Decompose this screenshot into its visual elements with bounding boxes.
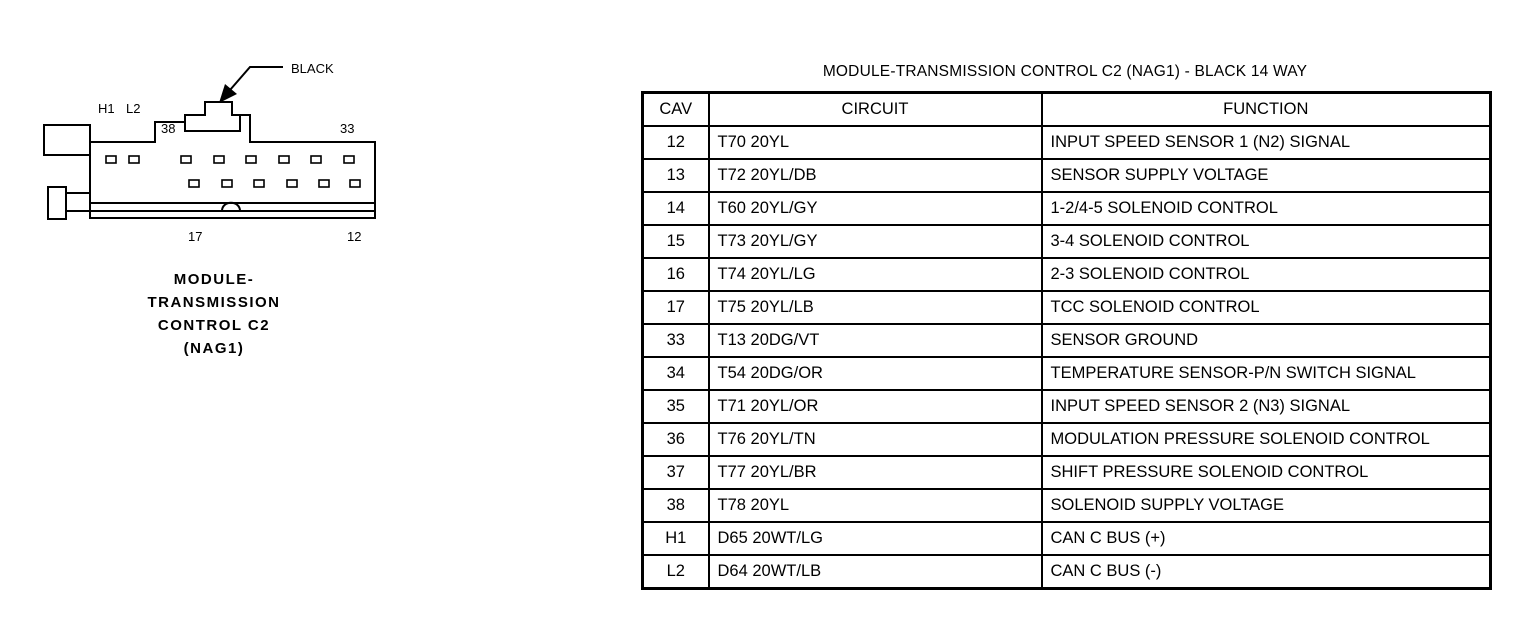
cavity	[344, 156, 354, 163]
table-row	[643, 522, 1491, 555]
color-label: BLACK	[291, 61, 334, 76]
pin-label-h1: H1	[98, 101, 115, 116]
cell-function: SOLENOID SUPPLY VOLTAGE	[1042, 489, 1491, 522]
connector-key	[185, 115, 240, 131]
cell-circuit: T54 20DG/OR	[709, 357, 1042, 390]
pin-label-38: 38	[161, 121, 176, 136]
cavity	[181, 156, 191, 163]
cell-circuit: D65 20WT/LG	[709, 522, 1042, 555]
cell-function: TCC SOLENOID CONTROL	[1042, 291, 1491, 324]
pin-label-33: 33	[340, 121, 355, 136]
cavity	[319, 180, 329, 187]
cavity	[214, 156, 224, 163]
pin-label-17: 17	[188, 229, 203, 244]
cavity	[189, 180, 199, 187]
cavity	[287, 180, 297, 187]
cell-circuit: T76 20YL/TN	[709, 423, 1042, 456]
table-row	[643, 159, 1491, 192]
cell-circuit: D64 20WT/LB	[709, 555, 1042, 589]
table-row	[643, 225, 1491, 258]
caption-line: MODULE-	[173, 271, 255, 288]
connector-body	[90, 102, 375, 218]
table-header-row	[643, 93, 1491, 127]
cavity	[106, 156, 116, 163]
cavity	[246, 156, 256, 163]
table-row	[643, 192, 1491, 225]
connector-outline	[44, 67, 375, 219]
table-row	[643, 291, 1491, 324]
cell-cav: 17	[643, 291, 709, 324]
latch-tab	[44, 125, 90, 155]
cell-cav: 12	[643, 126, 709, 159]
cell-function: TEMPERATURE SENSOR-P/N SWITCH SIGNAL	[1042, 357, 1491, 390]
cavity	[254, 180, 264, 187]
cell-function: INPUT SPEED SENSOR 1 (N2) SIGNAL	[1042, 126, 1491, 159]
arrow-head	[219, 84, 237, 103]
table-row	[643, 456, 1491, 489]
cell-function: 1-2/4-5 SOLENOID CONTROL	[1042, 192, 1491, 225]
table-row	[643, 390, 1491, 423]
header-cav: CAV	[643, 93, 709, 127]
cell-cav: L2	[643, 555, 709, 589]
table-row	[643, 258, 1491, 291]
cavity-row-top	[106, 156, 354, 163]
cell-function: SENSOR SUPPLY VOLTAGE	[1042, 159, 1491, 192]
cell-function: SENSOR GROUND	[1042, 324, 1491, 357]
arrow-leader	[230, 67, 283, 90]
cell-cav: 35	[643, 390, 709, 423]
cell-function: CAN C BUS (+)	[1042, 522, 1491, 555]
table-row	[643, 126, 1491, 159]
table-row	[643, 489, 1491, 522]
pin-label-12: 12	[347, 229, 362, 244]
cell-cav: 15	[643, 225, 709, 258]
cavity	[350, 180, 360, 187]
cell-circuit: T77 20YL/BR	[709, 456, 1042, 489]
cell-cav: 33	[643, 324, 709, 357]
cell-function: INPUT SPEED SENSOR 2 (N3) SIGNAL	[1042, 390, 1491, 423]
cell-function: CAN C BUS (-)	[1042, 555, 1491, 589]
cell-circuit: T72 20YL/DB	[709, 159, 1042, 192]
cavity	[279, 156, 289, 163]
pinout-table	[641, 91, 1492, 590]
cell-function: 3-4 SOLENOID CONTROL	[1042, 225, 1491, 258]
header-circuit: CIRCUIT	[709, 93, 1042, 127]
cell-circuit: T74 20YL/LG	[709, 258, 1042, 291]
cell-cav: 14	[643, 192, 709, 225]
cavity-row-bottom	[189, 180, 360, 187]
cell-circuit: T75 20YL/LB	[709, 291, 1042, 324]
pin-label-l2: L2	[126, 101, 141, 116]
cell-circuit: T13 20DG/VT	[709, 324, 1042, 357]
cell-circuit: T71 20YL/OR	[709, 390, 1042, 423]
cavity	[311, 156, 321, 163]
cell-cav: 37	[643, 456, 709, 489]
cavity	[222, 180, 232, 187]
side-clip-link	[66, 193, 90, 211]
caption-line: (NAG1)	[183, 340, 245, 357]
table-row	[643, 324, 1491, 357]
cell-cav: H1	[643, 522, 709, 555]
bottom-rail	[90, 203, 375, 211]
caption-line: TRANSMISSION	[147, 294, 281, 311]
connector-caption	[104, 268, 324, 360]
cell-cav: 16	[643, 258, 709, 291]
cell-function: MODULATION PRESSURE SOLENOID CONTROL	[1042, 423, 1491, 456]
caption-line: CONTROL C2	[157, 317, 271, 334]
connector-diagram	[0, 0, 600, 628]
table-body	[643, 126, 1491, 589]
cell-cav: 36	[643, 423, 709, 456]
cell-circuit: T60 20YL/GY	[709, 192, 1042, 225]
table-row	[643, 357, 1491, 390]
cell-function: 2-3 SOLENOID CONTROL	[1042, 258, 1491, 291]
side-clip	[48, 187, 66, 219]
cell-cav: 13	[643, 159, 709, 192]
table-title: MODULE-TRANSMISSION CONTROL C2 (NAG1) - BLACK 14 WAY	[822, 63, 1308, 80]
cell-circuit: T73 20YL/GY	[709, 225, 1042, 258]
cavity	[129, 156, 139, 163]
cell-circuit: T78 20YL	[709, 489, 1042, 522]
cell-circuit: T70 20YL	[709, 126, 1042, 159]
table-row	[643, 555, 1491, 589]
header-function: FUNCTION	[1042, 93, 1491, 127]
table-row	[643, 423, 1491, 456]
cell-cav: 38	[643, 489, 709, 522]
cell-function: SHIFT PRESSURE SOLENOID CONTROL	[1042, 456, 1491, 489]
cell-cav: 34	[643, 357, 709, 390]
